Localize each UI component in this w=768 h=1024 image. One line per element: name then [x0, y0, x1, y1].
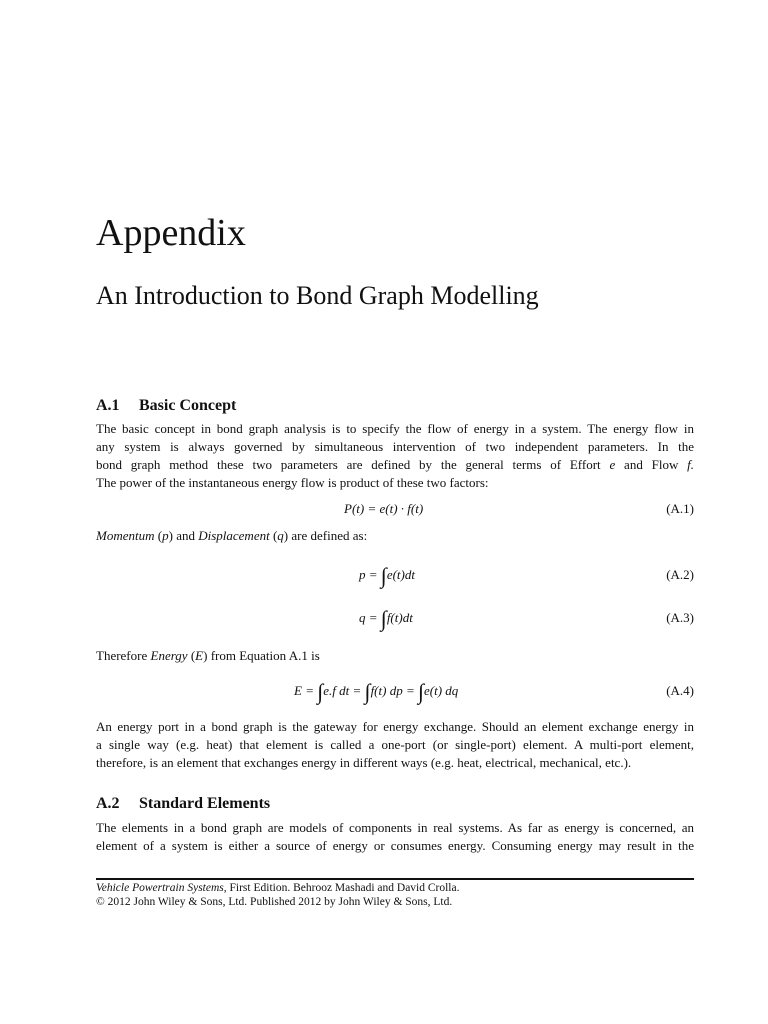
equation-number: (A.1) [666, 501, 694, 516]
equation-number: (A.2) [666, 567, 694, 582]
equation-number: (A.3) [666, 610, 694, 625]
equation-a3 [96, 603, 694, 633]
text-line: any system is always governed by simultaneous intervention of two independent parameters. In the [96, 439, 694, 454]
chapter-subtitle: An Introduction to Bond Graph Modelling [96, 281, 539, 310]
footer-citation: Vehicle Powertrain Systems, First Edition. Behrooz Mashadi and David Crolla. [96, 882, 460, 894]
section-number: A.2 [96, 795, 120, 812]
text-line: a single way (e.g. heat) that element is called a one-port (or single-port) element. A multi-port element, [96, 737, 694, 752]
text-line: bond graph method these two parameters are defined by the general terms of Effort e and Flow f. [96, 457, 695, 472]
section-number: A.1 [96, 397, 120, 414]
equation-a4 [96, 676, 694, 706]
paragraph-basic-concept [96, 420, 694, 492]
paragraph-energy-port [96, 718, 694, 772]
paragraph-standard-elements [96, 819, 694, 855]
text-line: The power of the instantaneous energy flow is product of these two factors: [96, 475, 489, 490]
footer [96, 881, 459, 909]
equation-body: q = ∫f(t)dt [359, 606, 413, 631]
text-line: An energy port in a bond graph is the gateway for energy exchange. Should an element exchange energy in [96, 719, 694, 734]
footer-divider [96, 878, 694, 880]
integral-sign: ∫ [380, 606, 387, 631]
section-title: Standard Elements [139, 795, 271, 812]
equation-body: p = ∫e(t)dt [359, 563, 415, 588]
text-line: The elements in a bond graph are models of components in real systems. As far as energy is concerned, an [96, 820, 694, 835]
paragraph-therefore [96, 647, 694, 665]
paragraph-momentum [96, 527, 694, 545]
equation-body: P(t) = e(t) · f(t) [344, 501, 424, 516]
text-line: Momentum (p) and Displacement (q) are defined as: [96, 528, 368, 543]
text-line: Therefore Energy (E) from Equation A.1 is [96, 648, 320, 663]
section-heading-a2 [96, 794, 270, 814]
integral-sign: ∫ [364, 679, 371, 704]
text-line: element of a system is either a source of energy or consumes energy. Consuming energy may result in the [96, 838, 694, 853]
equation-number: (A.4) [666, 683, 694, 698]
text-line: The basic concept in bond graph analysis is to specify the flow of energy in a system. The energy flow in [96, 421, 694, 436]
integral-sign: ∫ [417, 679, 424, 704]
integral-sign: ∫ [317, 679, 324, 704]
equation-body: E = ∫e.f dt = ∫f(t) dp = ∫e(t) dq [294, 679, 459, 704]
integral-sign: ∫ [380, 563, 387, 588]
text-line: therefore, is an element that exchanges energy in different ways (e.g. heat, electrical, mechanical, etc.). [96, 755, 632, 770]
section-heading-a1 [96, 396, 236, 416]
equation-a1 [96, 494, 694, 524]
footer-copyright: © 2012 John Wiley & Sons, Ltd. Published 2012 by John Wiley & Sons, Ltd. [96, 896, 453, 908]
chapter-title: Appendix [96, 212, 246, 254]
section-title: Basic Concept [139, 397, 237, 414]
equation-a2 [96, 560, 694, 590]
